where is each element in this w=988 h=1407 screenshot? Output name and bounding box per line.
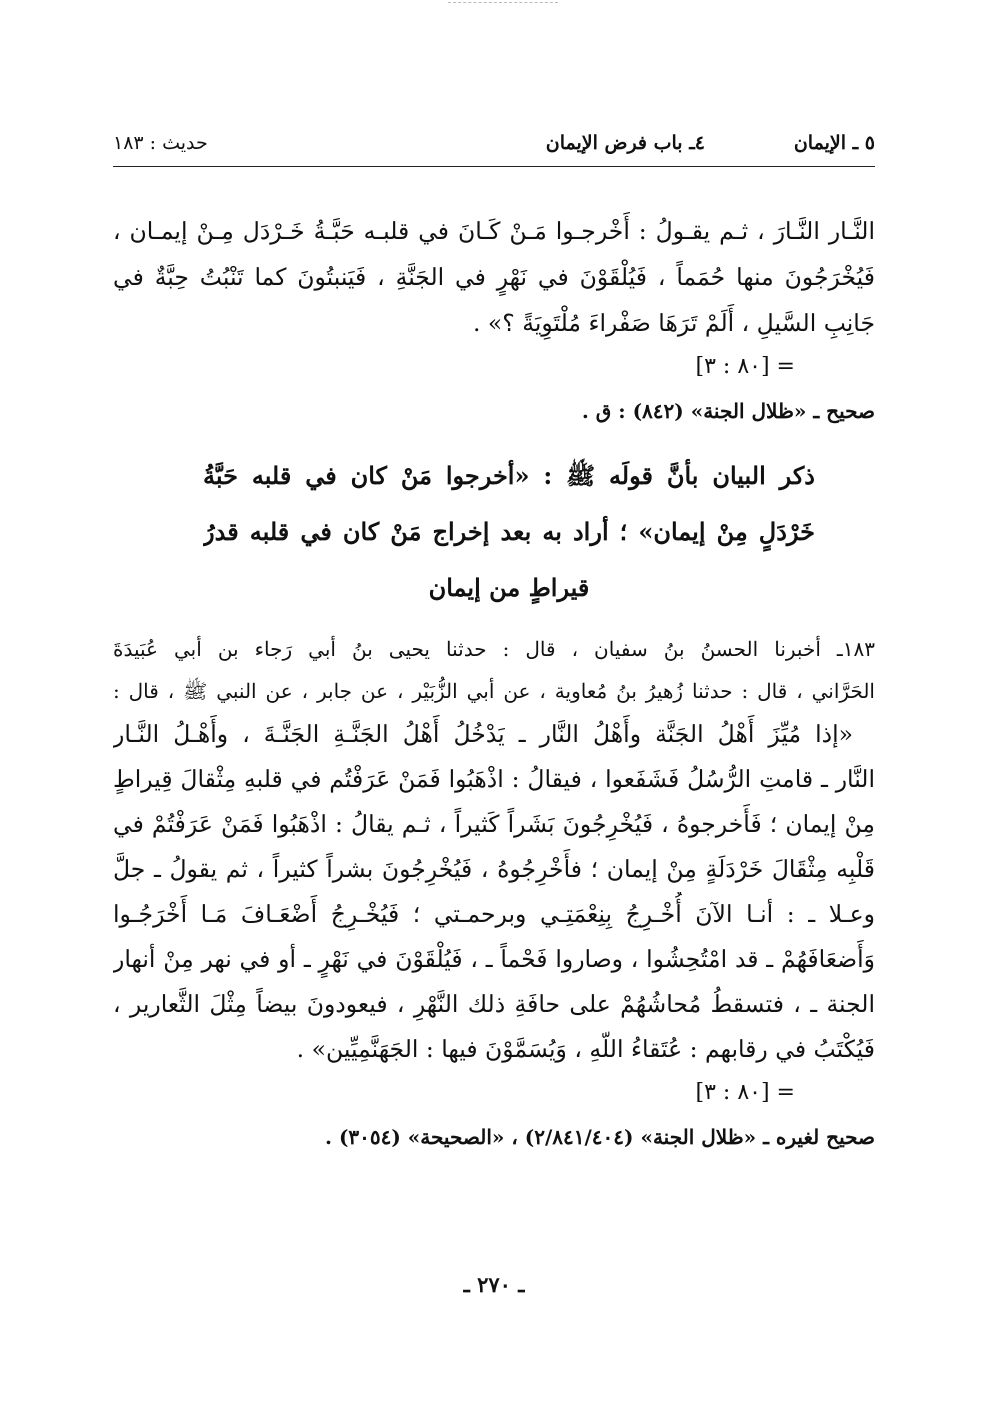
- cross-reference: = [٨٠ : ٣]: [695, 1080, 795, 1105]
- heading-line: ذكر البيان بأنَّ قولَه ﷺ : «أخرجوا مَنْ كان في قلبه حَبَّةُ: [203, 461, 815, 490]
- heading-line: قيراطٍ من إيمان: [428, 573, 590, 602]
- page-number: ـ ٢٧٠ ـ: [463, 1272, 525, 1297]
- header-bab-title: ٤ـ باب فرض الإيمان: [545, 132, 705, 154]
- text-line: الجنة ـ ، فتسقطُ مُحاشُهُمْ على حافَةِ ذلك النَّهْرِ ، فيعودونَ بيضاً مِثْلَ الثَّعارير ،: [113, 990, 875, 1018]
- top-scan-mark: [448, 2, 558, 7]
- running-header: [113, 128, 875, 162]
- text-line: فَيُكْتَبُ في رقابهم : عُتَقاءُ اللّهِ ، وَيُسَمَّوْنَ فيها : الجَهَنَّمِيِّين» .: [296, 1035, 875, 1063]
- header-chapter: ٥ ـ الإيمان: [793, 132, 875, 154]
- hadith-grade: صحيح ـ «ظلال الجنة» (٨٤٢) : ق .: [581, 399, 875, 423]
- text-line: جَانِبِ السَّيلِ ، أَلَمْ تَرَهَا صَفْراءَ مُلْتَوِيَةً ؟» .: [472, 309, 875, 337]
- text-line: النَّـار النَّـارَ ، ثـم يقـولُ : أَخْرجـوا مَـنْ كَـانَ في قلبـه حَبَّـةُ خَـرْدَل مِـنْ إيمـان ،: [113, 217, 875, 245]
- text-line: ١٨٣ـ أخبرنا الحسنُ بنُ سفيان ، قال : حدثنا يحيى بنُ أبي رَجاء بن أبي عُبَيدَةَ: [113, 637, 875, 661]
- cross-reference: = [٨٠ : ٣]: [695, 354, 795, 379]
- text-line: فَيُخْرَجُونَ منها حُمَماً ، فَيُلْقَوْنَ في نَهْرٍ في الجَنَّةِ ، فَيَنبتُونَ كما تَنْبُتُ حِبَّةٌ في: [113, 263, 875, 291]
- text-line: قَلْبِه مِثْقَالَ خَرْدَلَةٍ مِنْ إيمان ؛ فأَخْرِجُوهُ ، فَيُخْرِجُونَ بشراً كثيراً ، ثم يقولُ ـ جلَّ: [113, 855, 875, 883]
- text-line: وَأَضعَافَهُمْ ـ قد امْتُحِشُوا ، وصاروا فَحْماً ـ ، فَيُلْقَوْنَ في نَهْرٍ ـ أو في نهر مِنْ أنهار: [113, 945, 875, 973]
- header-divider: [113, 166, 875, 167]
- hadith-183-isnad: [113, 628, 875, 712]
- chapter-heading: [113, 448, 875, 616]
- hadith-183-matn: [113, 712, 875, 1072]
- hadith-grade: صحيح لغيره ـ «ظلال الجنة» (٢/٨٤١/٤٠٤) ، «الصحيحة» (٣٠٥٤) .: [325, 1125, 875, 1149]
- hadith-182-continuation: [113, 208, 875, 346]
- text-line: وعـلا ـ : أنـا الآنَ أُخْـرِجُ بِنِعْمَتِـي وبرحمـتي ؛ فَيُخْـرِجُ أَضْعَـافَ مَـا أَخْرَجُـوا: [113, 900, 875, 928]
- heading-line: خَرْدَلٍ مِنْ إيمان» ؛ أراد به بعد إخراج مَنْ كان في قلبه قدرُ: [203, 517, 815, 546]
- text-line: الحَرَّاني ، قال : حدثنا زُهيرُ بنُ مُعاوية ، عن أبي الزُّبَيْر ، عن جابر ، عن النبي ﷺ ، قال :: [113, 679, 875, 703]
- header-hadith-number: حديث : ١٨٣: [113, 132, 208, 154]
- text-line: النَّار ـ قامتِ الرُّسُلُ فَشَفَعوا ، فيقالُ : اذْهَبُوا فَمَنْ عَرَفْتُم في قلبهِ مِثْقالَ قِيراطٍ: [113, 765, 875, 793]
- page-body: [113, 208, 875, 1156]
- text-line: مِنْ إيمان ؛ فَأَخرجوهُ ، فَيُخْرِجُونَ بَشَراً كَثيراً ، ثـم يقالُ : اذْهَبُوا فَمَنْ عَرَفْتُمْ في: [113, 810, 875, 838]
- text-line: «إذا مُيِّزَ أَهْلُ الجَنَّة وأَهْلُ النَّار ـ يَدْخُلُ أَهْلُ الجَنَّـةِ الجَنَّـةَ ، وأَهْـلُ النَّـار: [113, 720, 853, 748]
